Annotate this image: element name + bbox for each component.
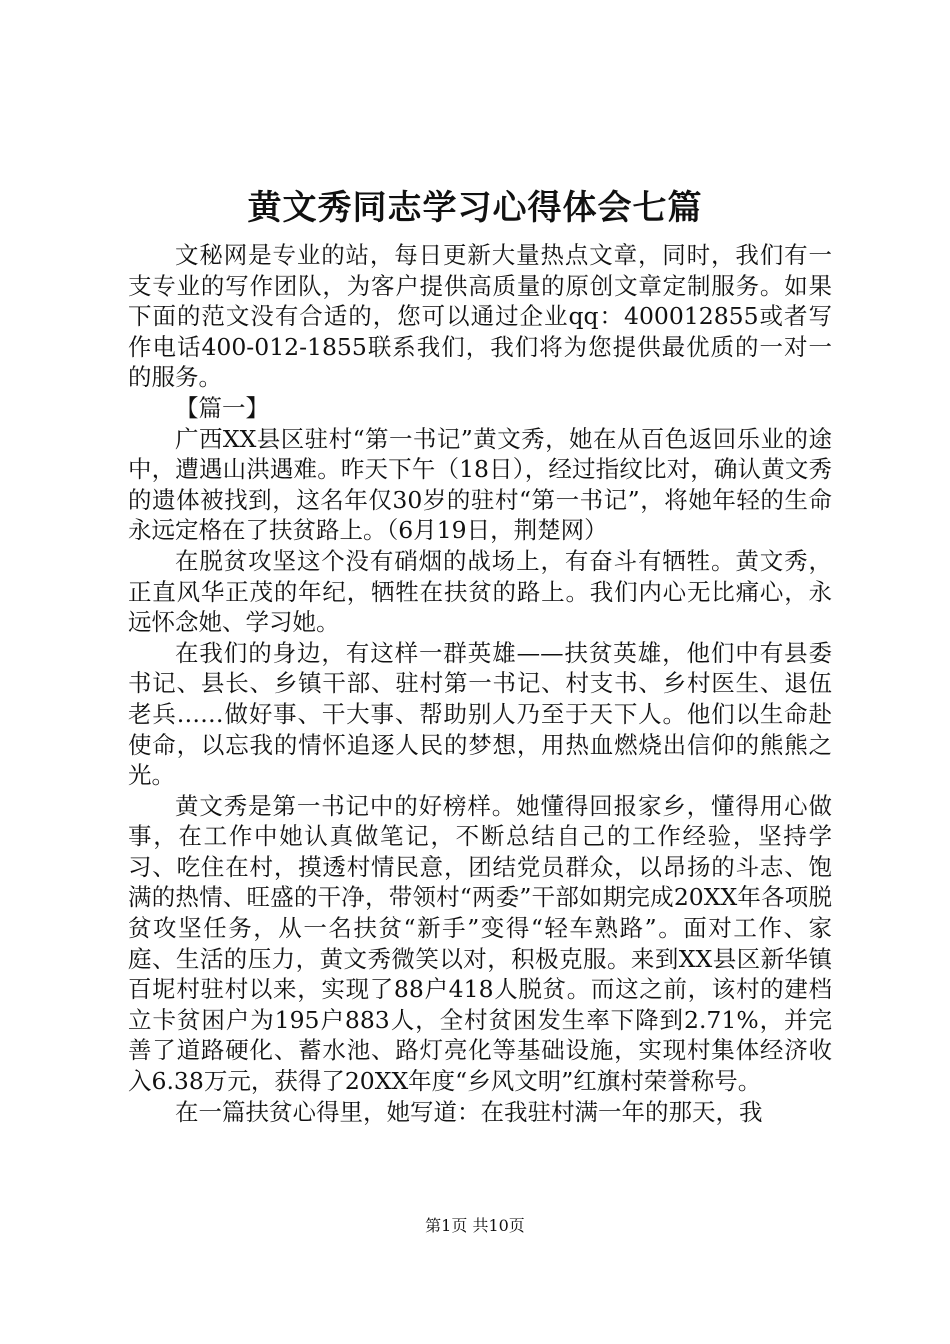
document-title: 黄文秀同志学习心得体会七篇 <box>247 188 703 228</box>
body-paragraph: 广西XX县区驻村“第一书记”黄文秀，她在从百色返回乐业的途中，遭遇山洪遇难。昨天下午（18日），经过指纹比对，确认黄文秀的遗体被找到，这名年仅30岁的驻村“第一书记”，将她年轻的生命永远定格在了扶贫路上。（6月19日，荆楚网） <box>128 424 832 545</box>
document-body <box>128 240 832 1127</box>
page-number-footer: 第1页 共10页 <box>425 1216 525 1235</box>
body-paragraph: 在脱贫攻坚这个没有硝烟的战场上，有奋斗有牺牲。黄文秀，正直风华正茂的年纪，牺牲在扶贫的路上。我们内心无比痛心，永远怀念她、学习她。 <box>128 546 832 637</box>
section-heading: 【篇一】 <box>175 393 269 422</box>
body-paragraph: 在一篇扶贫心得里，她写道：在我驻村满一年的那天，我 <box>175 1097 763 1126</box>
body-paragraph: 黄文秀是第一书记中的好榜样。她懂得回报家乡，懂得用心做事，在工作中她认真做笔记，不断总结自己的工作经验，坚持学习、吃住在村，摸透村情民意，团结党员群众，以昂扬的斗志、饱满的热情、旺盛的干净，带领村“两委”干部如期完成20XX年各项脱贫攻坚任务，从一名扶贫“新手”变得“轻车熟路”。面对工作、家庭、生活的压力，黄文秀微笑以对，积极克服。来到XX县区新华镇百坭村驻村以来，实现了88户418人脱贫。而这之前，该村的建档立卡贫困户为195户883人，全村贫困发生率下降到2.71%，并完善了道路硬化、蓄水池、路灯亮化等基础设施，实现村集体经济收入6.38万元，获得了20XX年度“乡风文明”红旗村荣誉称号。 <box>128 791 832 1096</box>
body-paragraph: 在我们的身边，有这样一群英雄——扶贫英雄，他们中有县委书记、县长、乡镇干部、驻村第一书记、村支书、乡村医生、退伍老兵……做好事、干大事、帮助别人乃至于天下人。他们以生命赴使命，以忘我的情怀追逐人民的梦想，用热血燃烧出信仰的熊熊之光。 <box>128 638 832 790</box>
intro-paragraph: 文秘网是专业的站，每日更新大量热点文章，同时，我们有一支专业的写作团队，为客户提供高质量的原创文章定制服务。如果下面的范文没有合适的，您可以通过企业qq：400012855或者写作电话400-012-1855联系我们，我们将为您提供最优质的一对一的服务。 <box>128 241 832 392</box>
